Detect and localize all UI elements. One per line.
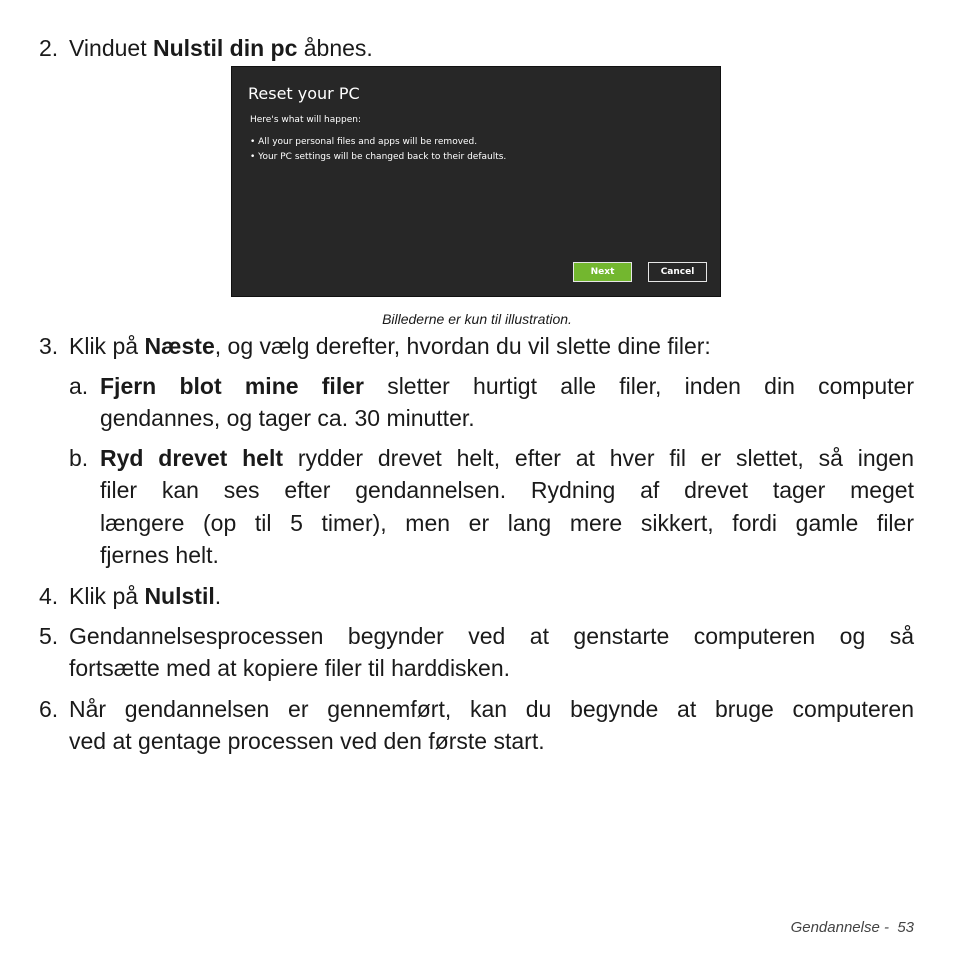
step-3-pre: Klik på bbox=[69, 333, 145, 359]
option-a-bold: Fjern blot mine filer bbox=[100, 373, 364, 399]
step-number: 2. bbox=[39, 35, 59, 61]
step-4-bold: Nulstil bbox=[144, 583, 215, 609]
sub-letter: a. bbox=[69, 373, 89, 399]
option-b-line: fjernes helt. bbox=[100, 542, 219, 568]
step-5-line: Gendannelsesprocessen begynder ved at genstarte computeren og så bbox=[69, 623, 914, 649]
option-b-line: længere (op til 5 timer), men er lang mere sikkert, fordi gamle filer bbox=[100, 510, 914, 536]
dialog-bullet: • Your PC settings will be changed back to their defaults. bbox=[250, 152, 507, 162]
option-a-line bbox=[100, 370, 914, 403]
image-caption: Billederne er kun til illustration. bbox=[382, 311, 572, 327]
cancel-button[interactable]: Cancel bbox=[648, 262, 707, 282]
reset-pc-screenshot bbox=[231, 66, 721, 297]
page-number: 53 bbox=[897, 919, 914, 936]
step-2-bold: Nulstil din pc bbox=[152, 35, 298, 61]
step-4-pre: Klik på bbox=[69, 583, 145, 609]
step-6-line: ved at gentage processen ved den første start. bbox=[69, 728, 545, 754]
footer-section: Gendannelse - bbox=[790, 919, 889, 936]
step-4-post: . bbox=[214, 583, 222, 609]
step-number: 4. bbox=[39, 583, 59, 609]
dialog-bullet: • All your personal files and apps will be removed. bbox=[250, 137, 478, 147]
page-footer bbox=[791, 918, 914, 938]
step-2-text bbox=[69, 32, 373, 65]
step-6-line: Når gendannelsen er gennemført, kan du begynde at bruge computeren bbox=[69, 696, 914, 722]
option-b-rest: rydder drevet helt, efter at hver fil er slettet, så ingen bbox=[283, 445, 914, 471]
option-b-bold: Ryd drevet helt bbox=[100, 445, 284, 471]
option-a-line: gendannes, og tager ca. 30 minutter. bbox=[100, 405, 475, 431]
dialog-title: Reset your PC bbox=[248, 84, 360, 103]
option-b-line bbox=[100, 442, 914, 475]
step-3-post: , og vælg derefter, hvordan du vil slette dine filer: bbox=[214, 333, 711, 359]
next-button[interactable]: Next bbox=[573, 262, 632, 282]
step-2-post: åbnes. bbox=[297, 35, 373, 61]
step-3-bold: Næste bbox=[144, 333, 215, 359]
step-5-line: fortsætte med at kopiere filer til harddisken. bbox=[69, 655, 511, 681]
step-2-pre: Vinduet bbox=[69, 35, 153, 61]
option-a-rest: sletter hurtigt alle filer, inden din computer bbox=[363, 373, 914, 399]
sub-letter: b. bbox=[69, 445, 89, 471]
option-b-line: filer kan ses efter gendannelsen. Rydning af drevet tager meget bbox=[100, 477, 914, 503]
step-4-text bbox=[69, 580, 221, 613]
step-number: 3. bbox=[39, 333, 59, 359]
step-3-text bbox=[69, 330, 711, 363]
step-number: 5. bbox=[39, 623, 59, 649]
step-number: 6. bbox=[39, 696, 59, 722]
dialog-subtitle: Here's what will happen: bbox=[250, 115, 361, 125]
